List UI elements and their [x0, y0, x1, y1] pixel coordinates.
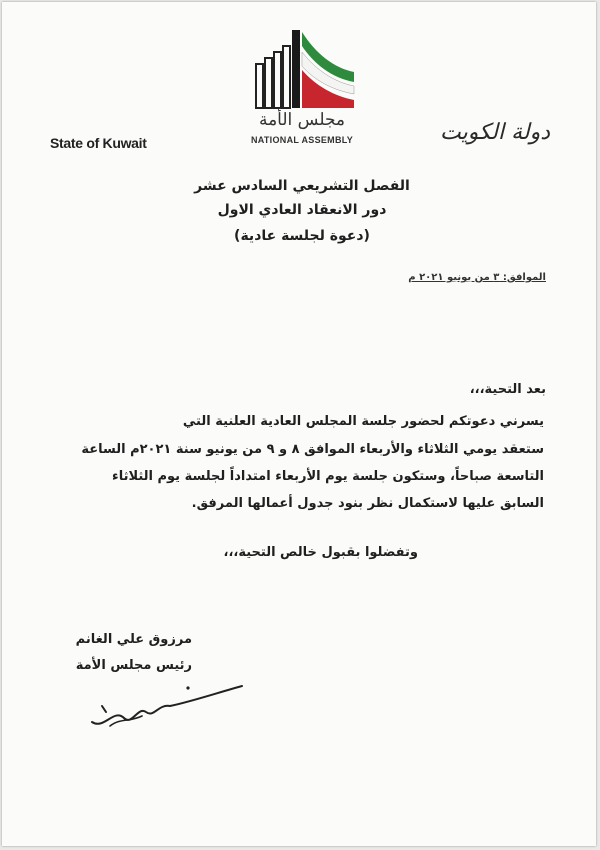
body-line: ستعقد يومي الثلاثاء والأربعاء الموافق ٨ و ٩ من يونيو سنة ٢٠٢١م الساعة: [81, 442, 544, 457]
state-name-arabic: دولة الكويت: [440, 120, 550, 145]
invitation-title: (دعوة لجلسة عادية): [234, 228, 370, 244]
session-term: دور الانعقاد العادي الاول: [217, 202, 387, 218]
assembly-name-arabic: مجلس الأمة: [258, 110, 346, 130]
state-name-english: State of Kuwait: [50, 135, 147, 151]
assembly-name-english: NATIONAL ASSEMBLY: [250, 135, 354, 145]
national-assembly-logo: [246, 24, 358, 112]
body-line: السابق عليها لاستكمال نظر بنود جدول أعمالها المرفق.: [191, 496, 544, 511]
signatory-title: رئيس مجلس الأمة: [75, 658, 192, 673]
letter-date: الموافق: ٣ من يونيو ٢٠٢١ م: [408, 272, 546, 283]
closing-line: وتفضلوا بقبول خالص التحية،،،: [223, 545, 418, 560]
handwritten-signature: [80, 678, 250, 738]
legislative-term: الفصل التشريعي السادس عشر: [194, 178, 410, 194]
body-line: التاسعة صباحاً، وستكون جلسة يوم الأربعاء امتداداً لجلسة يوم الثلاثاء: [112, 469, 544, 484]
signatory-name: مرزوق علي الغانم: [75, 632, 192, 647]
letter-page: [2, 2, 596, 846]
body-line: يسرني دعوتكم لحضور جلسة المجلس العادية العلنية التي: [182, 414, 544, 429]
greeting: بعد التحية،،،: [469, 382, 546, 397]
